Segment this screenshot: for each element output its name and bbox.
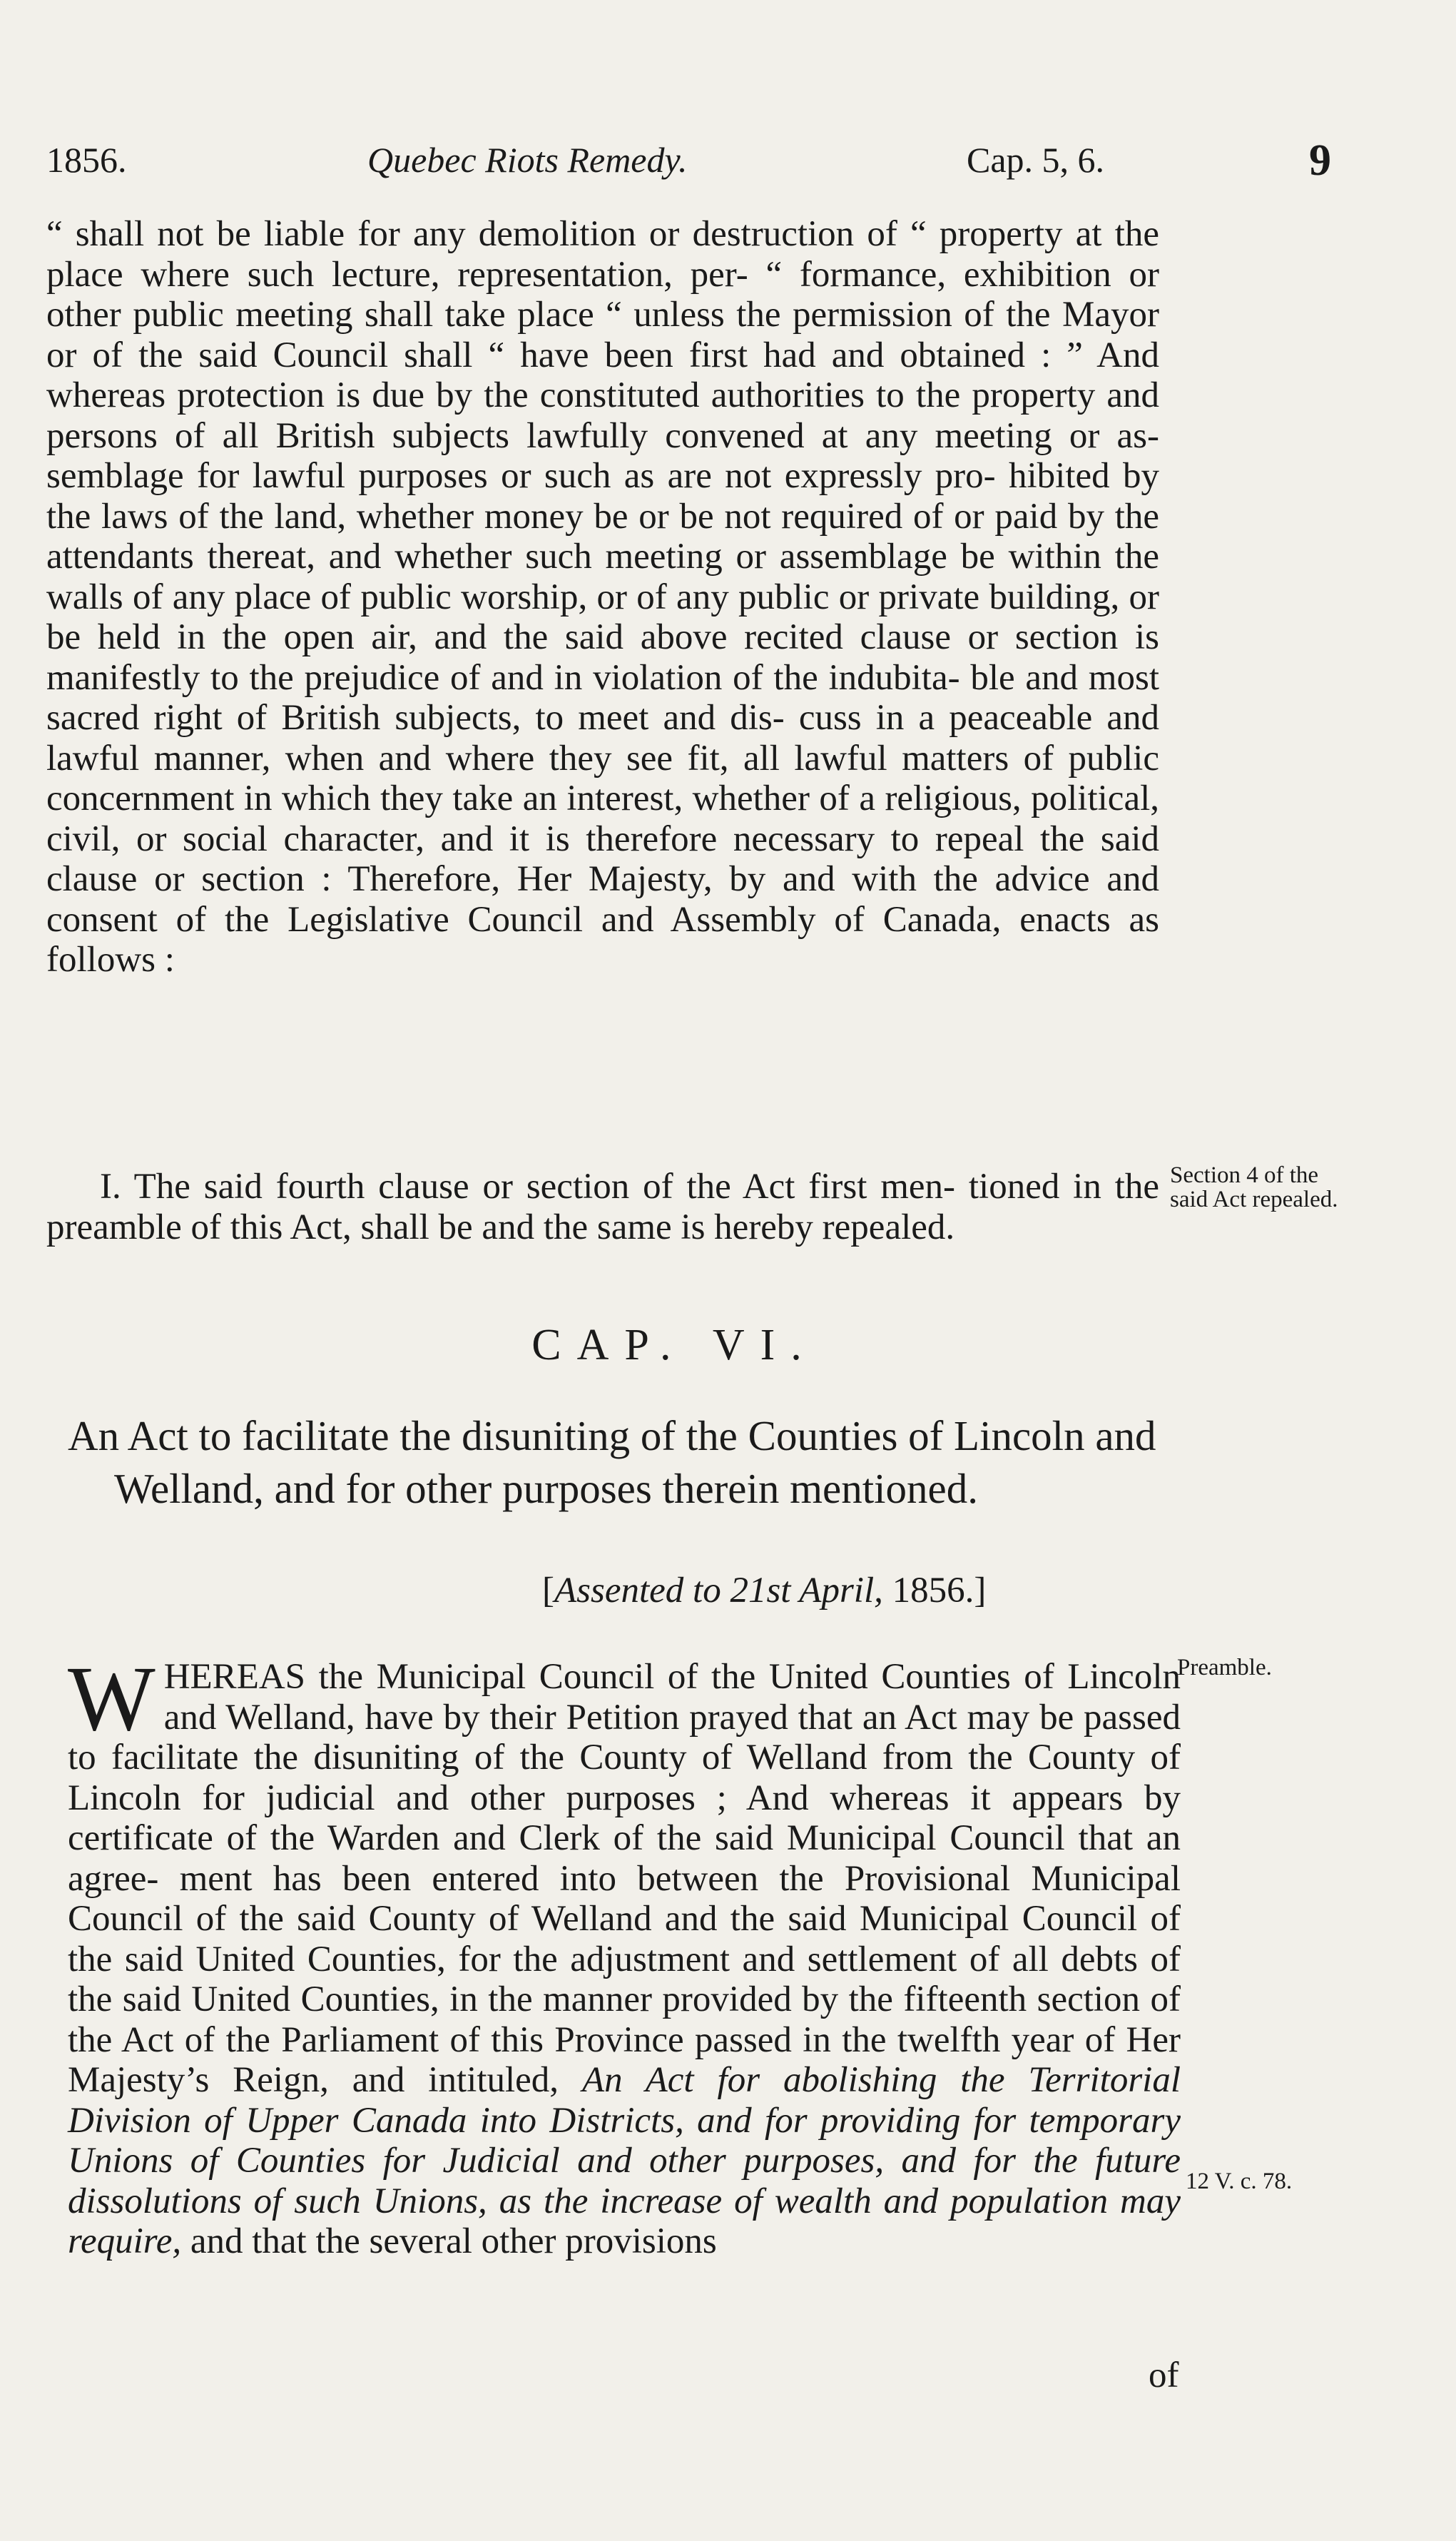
assent-date: 1856.]: [882, 1571, 987, 1611]
chapter-heading: CAP. VI.: [531, 1321, 818, 1369]
drop-cap: W: [68, 1648, 156, 1750]
page-number: 9: [1309, 136, 1331, 185]
act-title: An Act to facilitate the disuniting of the Counties of Lincoln and Welland, and for other purposes therein mentioned.: [68, 1412, 1156, 1512]
margin-note-preamble: Preamble.: [1177, 1655, 1272, 1680]
act-preamble: [68, 1648, 1181, 2262]
preamble-text-a: HEREAS the Municipal Council of the United Counties of Lincoln and Welland, have by their Petition prayed that an Act may be passed to facilitate the disuniting of the County of Welland from the County of Lincoln for judicial and other purposes ; And whereas it appears by certificate of the Warden and Clerk of the said Municipal Council that an agree- ment has been entered into between the Provisional Municipal Council of the said County of Welland and the said Municipal Council of the said United Counties, for the adjustment and settlement of all debts of the said United Counties, in the manner provided by the fifteenth section of the Act of the Parliament of this Province passed in the twelfth year of Her Majesty’s Reign, and intituled,: [68, 1657, 1181, 2100]
header-year: 1856.: [46, 140, 127, 180]
header-chapter: Cap. 5, 6.: [967, 140, 1105, 180]
section-1-text: I. The said fourth clause or section of the Act first men- tioned in the preamble of this Act, shall be and the same is hereby repealed.: [46, 1167, 1159, 1247]
assent-open-bracket: [: [542, 1571, 554, 1611]
preamble-text-b: and that the several other provisions: [190, 2221, 717, 2261]
preamble-italic-title: An Act for abolishing the Territorial Division of Upper Canada into Districts, and for providing for temporary Unions of Counties for Judicial and other purposes, and for the future dissolutions of such Unions, as the increase of wealth and population may require,: [68, 2060, 1181, 2261]
preamble-continuation: “ shall not be liable for any demolition or destruction of “ property at the place where such lecture, representation, per- “ formance, exhibition or other public meeting shall take place “ unless the permission of the Mayor or of the said Council shall “ have been first had and obtained : ” And whereas protection is due by the constituted authorities to the property and persons of all British subjects lawfully convened at any meeting or as- semblage for lawful purposes or such as are not expressly pro- hibited by the laws of the land, whether money be or be not required of or paid by the attendants thereat, and whether such meeting or assemblage be within the walls of any place of public worship, or of any public or private building, or be held in the open air, and the said above recited clause or section is manifestly to the prejudice of and in violation of the indubita- ble and most sacred right of British subjects, to meet and dis- cuss in a peaceable and lawful manner, when and where they see fit, all lawful matters of public concernment in which they take an interest, whether of a religious, political, civil, or social character, and it is therefore necessary to repeal the said clause or section : Therefore, Her Majesty, by and with the advice and consent of the Legislative Council and Assembly of Canada, enacts as follows :: [46, 214, 1159, 980]
margin-note-statute-ref: 12 V. c. 78.: [1186, 2169, 1293, 2194]
margin-note-section-repealed: Section 4 of the said Act repealed.: [1170, 1162, 1338, 1212]
assent-italic: Assented to 21st April,: [554, 1571, 883, 1611]
running-header: [46, 136, 1352, 196]
assent-line: [542, 1570, 986, 1611]
header-title: Quebec Riots Remedy.: [367, 140, 688, 180]
catchword: of: [1149, 2355, 1179, 2395]
